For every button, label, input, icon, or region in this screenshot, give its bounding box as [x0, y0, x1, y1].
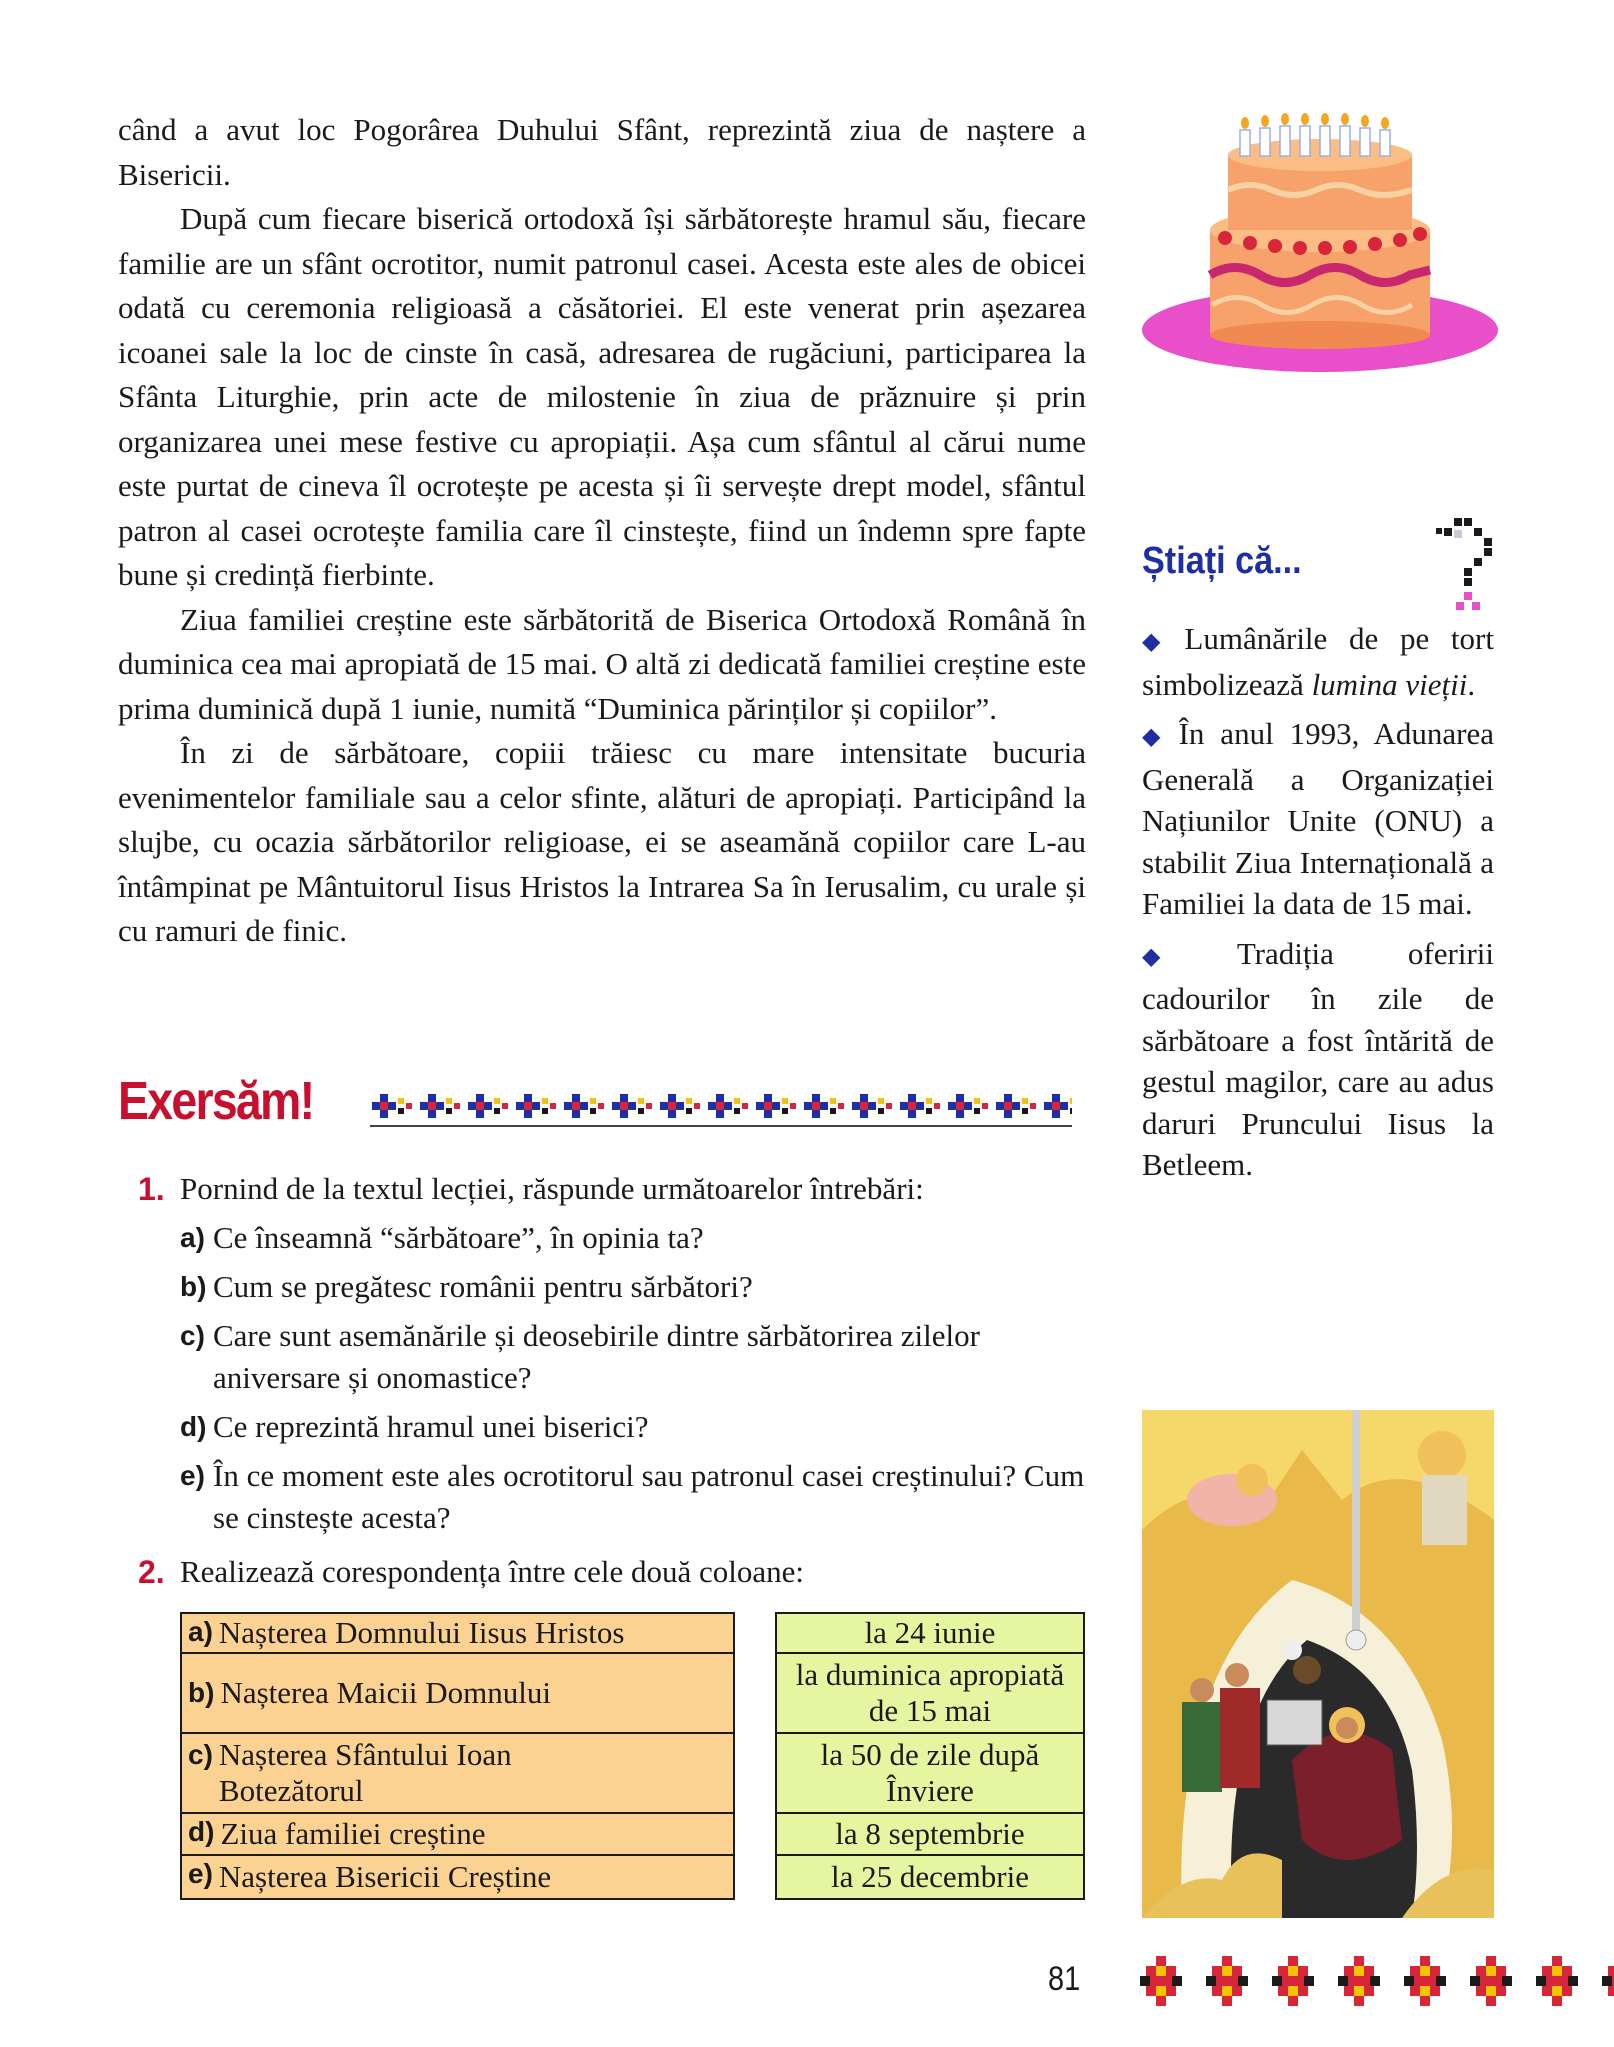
match-text: Nașterea Sfântului Ioan Botezătorul — [218, 1737, 512, 1808]
question-mark-icon — [1436, 518, 1492, 612]
match-left-item — [182, 1814, 733, 1856]
sub-question-letter: c) — [180, 1320, 205, 1351]
match-letter: b) — [188, 1677, 215, 1708]
question-number: 1. — [138, 1171, 165, 1207]
exercises-title: Exersăm! — [118, 1071, 314, 1131]
match-left-item — [182, 1856, 733, 1898]
folk-ornament-border — [370, 1088, 1072, 1134]
match-right-item: la 25 decembrie — [831, 1859, 1029, 1894]
exercises-header — [118, 1070, 1086, 1150]
sub-question-letter: a) — [180, 1222, 205, 1253]
match-letter: a) — [188, 1616, 213, 1647]
birthday-cake-icon — [1140, 110, 1500, 380]
match-letter: c) — [188, 1739, 213, 1770]
match-text: Nașterea Maicii Domnului — [220, 1675, 552, 1710]
diamond-bullet-icon: ◆ — [1142, 724, 1169, 750]
lesson-paragraph: În zi de sărbătoare, copiii trăiesc cu mare intensitate bucuria evenimentelor familiale sau a celor sfinte, alături de apropiați. Participând la slujbe, cu ocazia sărbătorilor religioase, ei se aseamănă copiilor care L-au întâmpinat pe Mântuitorul Iisus Hristos la Intrarea Sa în Ierusalim, cu urale și cu ramuri de finic. — [118, 735, 1086, 948]
match-left-column — [180, 1612, 735, 1900]
question-2 — [118, 1551, 1086, 1593]
question-1 — [118, 1168, 1086, 1210]
sub-question-text: Ce înseamnă “sărbătoare”, în opinia ta? — [213, 1220, 704, 1255]
folk-ornament-footer — [1138, 1948, 1614, 2016]
sub-question — [118, 1406, 1086, 1448]
diamond-bullet-icon: ◆ — [1142, 943, 1227, 970]
match-left-item — [182, 1734, 733, 1814]
sub-question-text: În ce moment este ales ocrotitorul sau patronul casei creștinului? Cum se cinstește acesta? — [213, 1458, 1085, 1535]
sub-question — [118, 1217, 1086, 1259]
lesson-paragraph: După cum fiecare biserică ortodoxă își sărbătorește hramul său, fiecare familie are un sfânt ocrotitor, numit patronul casei. Acesta este ales de obicei odată cu ceremonia religioasă a căsătoriei. El este venerat prin așezarea icoanei sale la loc de cinste în casă, adresarea de rugăciuni, participarea la Sfânta Liturghie, prin acte de milostenie în ziua de prăznuire și prin organizarea unei mese festive cu apropiații. Așa cum sfântul al cărui nume este purtat de cineva îl ocrotește pe acesta și îi servește drept model, sfântul patron al casei ocrotește familia care îl cinstește, fiind un îndemn spre fapte bune și credință fierbinte. — [118, 201, 1086, 592]
sidebar-title: Știați că... — [1142, 540, 1302, 582]
sub-question — [118, 1315, 1086, 1399]
sub-question-text: Ce reprezintă hramul unei biserici? — [213, 1409, 649, 1444]
diamond-bullet-icon: ◆ — [1142, 629, 1175, 655]
exercise-list — [118, 1168, 1086, 1593]
sub-question-text: Cum se pregătesc românii pentru sărbători? — [213, 1269, 753, 1304]
fact-item: ◆ Lumânările de pe tort simbolizează lumina vieții. — [1142, 621, 1494, 702]
lesson-paragraph: când a avut loc Pogorârea Duhului Sfânt, reprezintă ziua de naștere a Bisericii. — [118, 112, 1086, 192]
match-right-item: la 24 iunie — [777, 1614, 1083, 1654]
fact-item: ◆ În anul 1993, Adunarea Generală a Organizației Națiunilor Unite (ONU) a stabilit Ziua Internațională a Familiei la data de 15 mai. — [1142, 716, 1494, 921]
match-letter: d) — [188, 1816, 215, 1847]
match-left-item — [182, 1654, 733, 1734]
match-text: Nașterea Bisericii Creștine — [218, 1859, 552, 1894]
match-text: Ziua familiei creștine — [220, 1816, 486, 1851]
question-text: Pornind de la textul lecției, răspunde următoarelor întrebări: — [180, 1171, 924, 1206]
nativity-icon-image — [1142, 1410, 1494, 1918]
question-number: 2. — [138, 1554, 165, 1590]
match-left-item — [182, 1614, 733, 1654]
sub-question-text: Care sunt asemănările și deosebirile dintre sărbătorirea zilelor aniversare și onomastice? — [213, 1318, 980, 1395]
lesson-text — [118, 108, 1086, 954]
sub-question — [118, 1266, 1086, 1308]
match-text: Nașterea Domnului Iisus Hristos — [218, 1615, 625, 1650]
sub-question — [118, 1455, 1086, 1539]
match-right-column — [775, 1612, 1085, 1900]
match-letter: e) — [188, 1858, 213, 1889]
page-number: 81 — [1048, 1960, 1081, 1998]
match-right-item: la duminica apropiată de 15 mai — [777, 1654, 1083, 1734]
sub-question-letter: e) — [180, 1460, 205, 1491]
match-right-item: la 50 de zile după Înviere — [777, 1734, 1083, 1814]
sub-question-letter: d) — [180, 1411, 207, 1442]
question-text: Realizează corespondența între cele două coloane: — [180, 1554, 804, 1589]
sidebar-facts — [1142, 618, 1494, 1194]
lesson-paragraph: Ziua familiei creștine este sărbătorită de Biserica Ortodoxă Română în duminica cea mai apropiată de 15 mai. O altă zi dedicată familiei creștine este prima duminică după 1 iunie, numită “Duminica părinților și copiilor”. — [118, 601, 1086, 726]
sub-question-letter: b) — [180, 1271, 207, 1302]
match-right-item: la 8 septembrie — [777, 1814, 1083, 1856]
fact-item: ◆ Tradiția oferirii cadourilor în zile de sărbătoare a fost întărită de gestul magilor, care au adus daruri Pruncului Iisus la Betleem. — [1142, 935, 1494, 1182]
